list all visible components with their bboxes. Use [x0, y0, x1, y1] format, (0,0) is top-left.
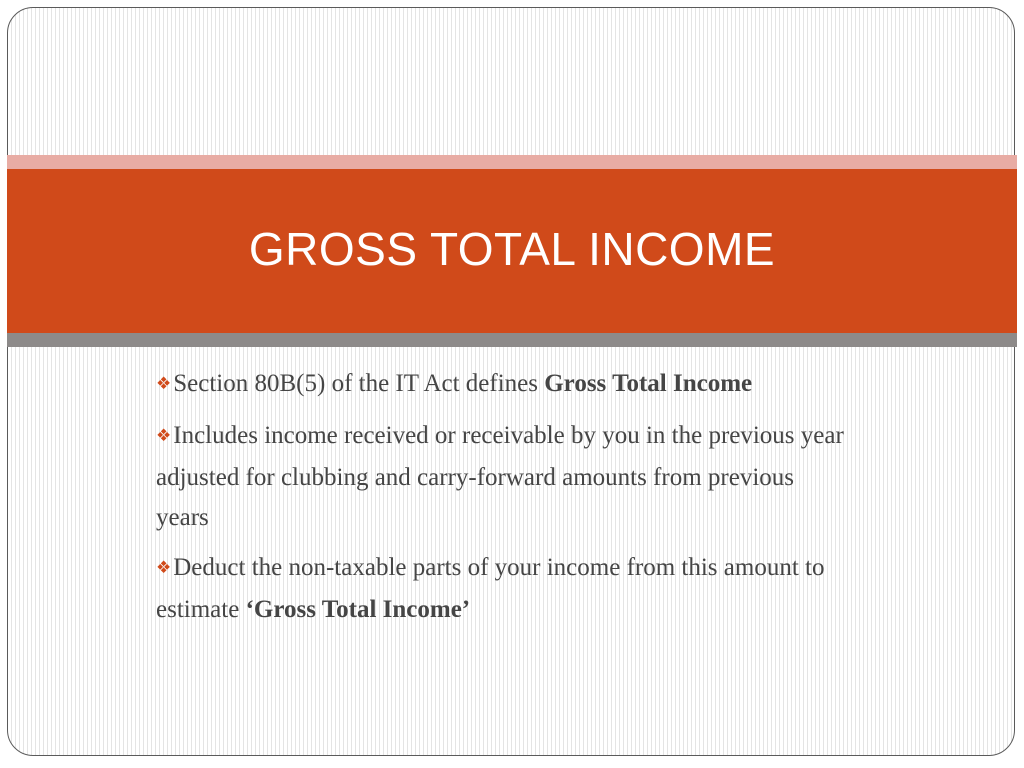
diamond-bullet-icon: ❖	[156, 374, 172, 393]
bullet-bold-text: ‘Gross Total Income’	[245, 596, 471, 623]
title-band-bottom-stripe	[7, 333, 1017, 347]
bullet-text: Section 80B(5) of the IT Act defines	[173, 370, 545, 397]
diamond-bullet-icon: ❖	[156, 426, 172, 445]
bullet-text: Deduct the non-taxable parts of your income from this amount to estimate	[156, 554, 825, 623]
bullet-bold-text: Gross Total Income	[544, 370, 753, 397]
title-band	[7, 155, 1017, 347]
slide-title: GROSS TOTAL INCOME	[248, 223, 776, 275]
title-band-top-stripe	[7, 155, 1017, 169]
bullet-item	[156, 416, 846, 538]
bullet-item	[156, 364, 846, 406]
diamond-bullet-icon: ❖	[156, 558, 172, 577]
bullet-list	[156, 364, 846, 640]
bullet-text: Includes income received or receivable by you in the previous year adjusted for clubbing and carry-forward amounts from previous years	[156, 422, 844, 531]
bullet-item	[156, 548, 846, 630]
